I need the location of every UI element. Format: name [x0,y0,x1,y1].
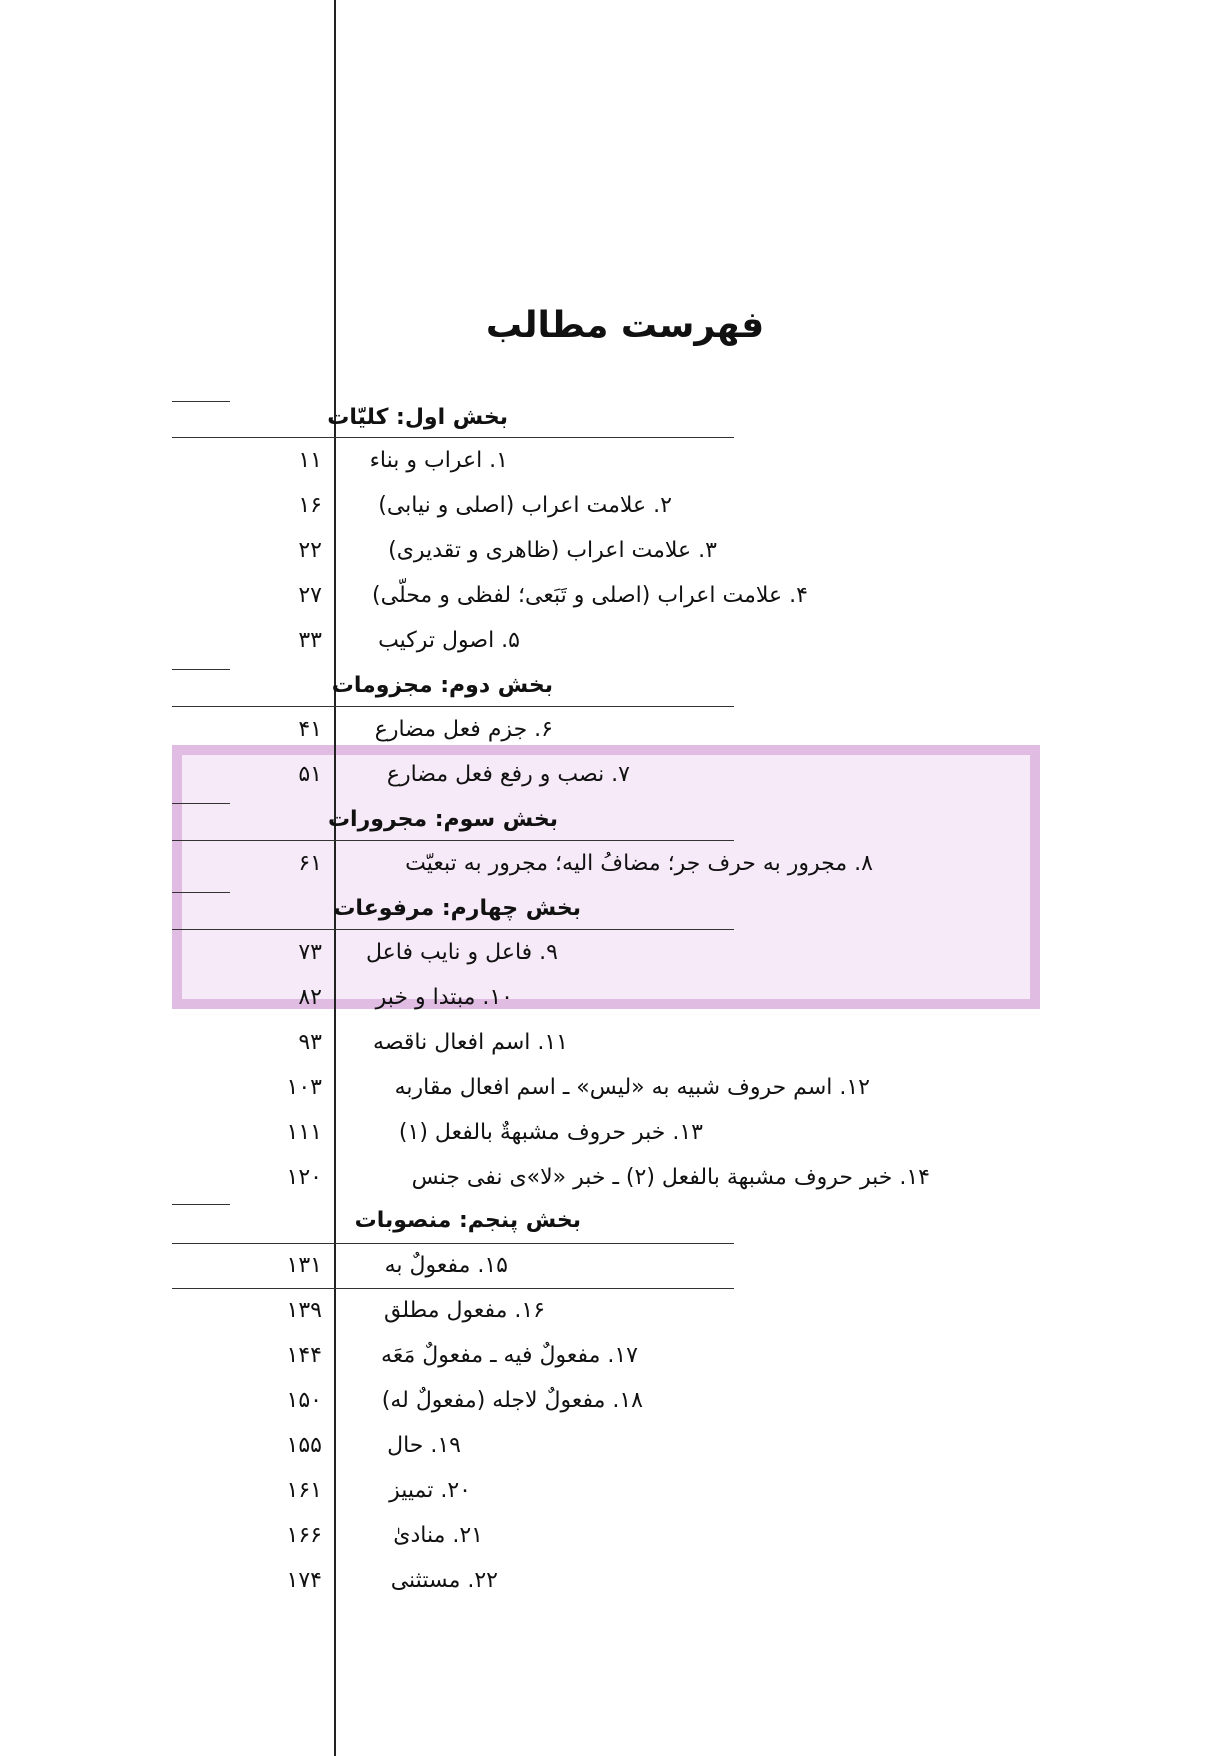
page-title: فهرست مطالب [485,305,765,346]
section-rule [172,1288,734,1289]
section-heading: بخش پنجم: منصوبات [354,1208,581,1233]
toc-item-page: ۱۲۰ [286,1165,322,1190]
toc-item-page: ۵۱ [298,762,322,787]
toc-item-label: ۱۱. اسم افعال ناقصه [373,1030,568,1055]
toc-item-label: ۱۷. مفعولٌ فیه ـ مفعولٌ مَعَه [381,1343,638,1368]
toc-item-page: ۸۲ [298,985,322,1010]
toc-item-page: ۱۳۱ [286,1253,322,1278]
toc-item-page: ۱۱ [298,448,322,473]
section-heading: بخش اول: کلیّات [327,405,508,430]
toc-item-label: ۹. فاعل و نایب فاعل [366,940,558,965]
toc-item-label: ۲۲. مستثنی [390,1568,498,1593]
toc-item-page: ۱۶۱ [286,1478,322,1503]
section-heading: بخش چهارم: مرفوعات [333,896,581,921]
toc-item-label: ۱. اعراب و بناء [369,448,508,473]
toc-item-label: ۱۴. خبر حروف مشبهة بالفعل (۲) ـ خبر «لا»ی نفی جنس [411,1165,930,1190]
toc-item-page: ۳۳ [298,628,322,653]
section-rule [172,437,734,438]
toc-item-label: ۵. اصول ترکیب [378,628,520,653]
toc-item-label: ۱۸. مفعولٌ لاجله (مفعولٌ له) [381,1388,643,1413]
margin-rule [334,0,336,1756]
toc-item-page: ۱۱۱ [286,1120,322,1145]
toc-item-label: ۲۱. منادیٰ [393,1523,483,1548]
section-rule [172,803,230,804]
toc-item-page: ۱۵۵ [286,1433,322,1458]
toc-item-page: ۱۶ [298,493,322,518]
toc-item-page: ۷۳ [298,940,322,965]
toc-item-label: ۶. جزم فعل مضارع [374,717,553,742]
toc-item-page: ۴۱ [298,717,322,742]
toc-item-label: ۱۵. مفعولٌ به [384,1253,508,1278]
section-rule [172,669,230,670]
section-rule [172,1204,230,1205]
toc-item-label: ۲. علامت اعراب (اصلی و نیابی) [378,493,672,518]
toc-item-page: ۱۴۴ [286,1343,322,1368]
section-heading: بخش سوم: مجرورات [327,807,558,832]
toc-item-page: ۲۲ [298,538,322,563]
toc-item-page: ۱۳۹ [286,1298,322,1323]
toc-item-label: ۱۰. مبتدا و خبر [375,985,513,1010]
toc-item-page: ۱۶۶ [286,1523,322,1548]
toc-item-page: ۱۰۳ [286,1075,322,1100]
section-rule [172,840,734,841]
toc-item-page: ۶۱ [298,851,322,876]
toc-item-label: ۱۹. حال [387,1433,461,1458]
toc-item-label: ۳. علامت اعراب (ظاهری و تقدیری) [388,538,717,563]
toc-item-label: ۴. علامت اعراب (اصلی و تَبَعی؛ لفظی و محلّی) [372,583,808,608]
toc-item-page: ۱۷۴ [286,1568,322,1593]
toc-item-label: ۱۳. خبر حروف مشبهةٌ بالفعل (۱) [398,1120,703,1145]
toc-item-page: ۲۷ [298,583,322,608]
toc-item-label: ۲۰. تمییز [389,1478,471,1503]
toc-item-label: ۷. نصب و رفع فعل مضارع [386,762,630,787]
section-rule [172,1243,734,1244]
section-heading: بخش دوم: مجزومات [331,673,553,698]
toc-item-label: ۸. مجرور به حرف جر؛ مضافُ الیه؛ مجرور به تبعیّت [405,851,873,876]
section-rule [172,706,734,707]
toc-item-label: ۱۶. مفعول مطلق [384,1298,545,1323]
toc-item-label: ۱۲. اسم حروف شبیه به «لیس» ـ اسم افعال مقاربه [394,1075,870,1100]
toc-item-page: ۹۳ [298,1030,322,1055]
section-rule [172,401,230,402]
toc-item-page: ۱۵۰ [286,1388,322,1413]
section-rule [172,892,230,893]
section-rule [172,929,734,930]
